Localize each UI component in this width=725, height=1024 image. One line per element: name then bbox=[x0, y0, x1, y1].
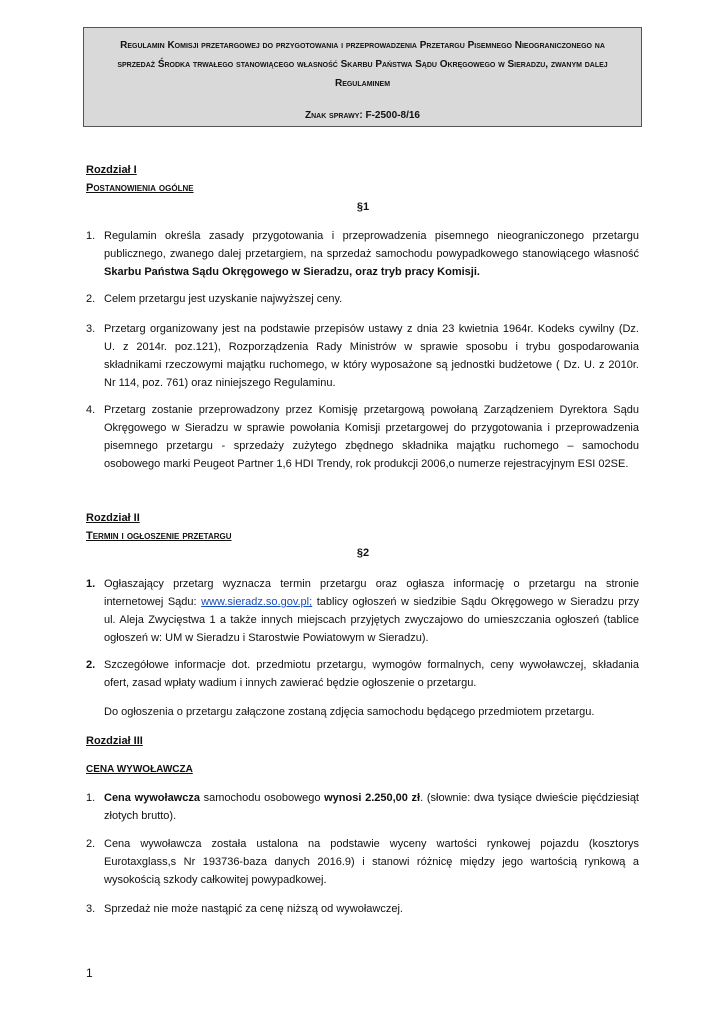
item-text-line: Przetarg organizowany jest na podstawie przepisów ustawy z dnia 23 kwietnia 1964r. Kodeks cywilny (Dz. bbox=[104, 323, 639, 335]
chapter-1-item-3 bbox=[86, 320, 639, 392]
photos-note: Do ogłoszenia o przetargu załączone zostaną zdjęcia samochodu będącego przedmiotem przetargu. bbox=[104, 706, 595, 718]
item-text-line: Ogłaszający przetarg wyznacza termin przetargu oraz ogłasza informację o przetargu na stronie bbox=[104, 578, 639, 590]
chapter-2-item-1 bbox=[86, 575, 639, 647]
item-number: 3. bbox=[86, 323, 96, 335]
item-text-line: Nr 114, poz. 761) oraz niniejszego Regulaminu. bbox=[104, 377, 336, 389]
chapter-3-item-1 bbox=[86, 789, 639, 825]
item-text-fragment: internetowej Sądu: bbox=[104, 596, 202, 608]
item-text-line: Cena wywoławcza została ustalona na podstawie wyceny wartości rynkowej pojazdu (kosztorys bbox=[104, 838, 639, 850]
item-text-line: wysokością szkody całkowitej powypadkowej. bbox=[104, 874, 327, 886]
item-number: 2. bbox=[86, 659, 96, 671]
court-website-link[interactable]: www.sieradz.so.gov.pl; bbox=[201, 596, 313, 608]
item-text-line: U. z 2014r. poz.121), Rozporządzenia Rady Ministrów w sprawie sposobu i trybu gospodarowania bbox=[104, 341, 639, 353]
item-text-line: Przetarg zostanie przeprowadzony przez Komisję przetargową powołaną Zarządzeniem Dyrektora Sądu bbox=[104, 404, 639, 416]
item-text-line bbox=[104, 789, 639, 807]
page-number: 1 bbox=[86, 966, 93, 980]
starting-price-label: Cena wywoławcza bbox=[104, 792, 200, 804]
item-text-line bbox=[104, 593, 639, 611]
chapter-3-item-3 bbox=[86, 900, 639, 918]
item-text-line: osobowego marki Peugeot Partner 1,6 HDI Trendy, rok produkcji 2006,o numerze rejestracyjnym ESI 02SE. bbox=[104, 458, 629, 470]
paragraph-2-mark: §2 bbox=[356, 547, 370, 559]
item-text-line: Regulamin określa zasady przygotowania i przeprowadzenia pisemnego nieograniczonego przetargu bbox=[104, 230, 639, 242]
chapter-3-label: Rozdział III bbox=[86, 735, 143, 747]
item-text-line: Szczegółowe informacje dot. przedmiotu przetargu, wymogów formalnych, ceny wywoławczej, składania bbox=[104, 659, 639, 671]
header-title-line-1: Regulamin Komisji przetargowej do przygotowania i przeprowadzenia Przetargu Pisemnego Nieograniczonego na bbox=[120, 40, 605, 51]
item-number: 3. bbox=[86, 903, 96, 915]
header-title-line-3: Regulaminem bbox=[334, 78, 391, 89]
chapter-1-item-4 bbox=[86, 401, 639, 473]
case-number: Znak sprawy: F-2500-8/16 bbox=[305, 110, 420, 121]
starting-price-value: wynosi 2.250,00 zł bbox=[324, 792, 421, 804]
chapter-3-title bbox=[86, 764, 203, 775]
item-text-line: ogłoszeń w: UM w Sieradzu i Starostwie Powiatowym w Sieradzu). bbox=[104, 632, 429, 644]
chapter-1-title: Postanowienia ogólne bbox=[86, 182, 194, 194]
document-header bbox=[83, 27, 642, 127]
item-text-line: ofert, zasad wpłaty wadium i innych zawierać będzie ogłoszenie o przetargu. bbox=[104, 677, 477, 689]
chapter-2-title: Termin i ogłoszenie przetargu bbox=[86, 530, 232, 542]
chapter-1-label: Rozdział I bbox=[86, 164, 137, 176]
item-text-line: składnikami rzeczowymi majątku ruchomego, w który wyposażone są jednostki budżetowe ( Dz. U. z 2010r. bbox=[104, 359, 639, 371]
chapter-3-title-text: CENA WYWOŁAWCZA bbox=[86, 764, 193, 775]
item-text-line: pisemnego przetargu - sprzedaży zużytego zbędnego składnika majątku ruchomego – samochodu bbox=[104, 440, 639, 452]
item-text-line: publicznego, zwanego dalej przetargiem, na sprzedaż samochodu powypadkowego stanowiącego własność bbox=[104, 248, 639, 260]
item-number: 4. bbox=[86, 404, 96, 416]
header-title-line-2: sprzedaż Środka trwałego stanowiącego własność Skarbu Państwa Sądu Okręgowego w Sieradzu, zwanym dalej bbox=[117, 59, 608, 70]
item-text-line: Sprzedaż nie może nastąpić za cenę niższą od wywoławczej. bbox=[104, 903, 403, 915]
item-text-fragment: tablicy ogłoszeń w siedzibie Sądu Okręgowego w Sieradzu przy bbox=[312, 596, 640, 608]
item-text-line: Celem przetargu jest uzyskanie najwyższej ceny. bbox=[104, 293, 343, 305]
chapter-1-item-1 bbox=[86, 227, 639, 281]
chapter-3-item-2 bbox=[86, 835, 639, 889]
chapter-2-label: Rozdział II bbox=[86, 512, 140, 524]
item-text-line: złotych brutto). bbox=[104, 810, 177, 822]
paragraph-1-mark: §1 bbox=[356, 201, 370, 213]
chapter-1-item-2 bbox=[86, 290, 639, 308]
item-text-line: Okręgowego w Sieradzu w sprawie powołania Komisji przetargowej do przygotowania i przeprowadzenia bbox=[104, 422, 639, 434]
item-number: 1. bbox=[86, 230, 96, 242]
item-number: 1. bbox=[86, 578, 96, 590]
item-text-line: ul. Aleja Zwycięstwa 1 a także innych miejscach przyjętych zwyczajowo do umieszczania ogłoszeń (tablice bbox=[104, 614, 639, 626]
item-number: 2. bbox=[86, 838, 96, 850]
item-text-fragment: samochodu osobowego bbox=[199, 792, 325, 804]
item-text-line: Skarbu Państwa Sądu Okręgowego w Sieradzu, oraz tryb pracy Komisji. bbox=[104, 266, 480, 278]
chapter-2-item-2 bbox=[86, 656, 639, 692]
item-text-line: Eurotaxglass,s Nr 193736-baza danych 2016.9) i stanowi różnicę między jego wartością rynkową a bbox=[104, 856, 639, 868]
item-text-fragment: . (słownie: dwa tysiące dwieście pięćdziesiąt bbox=[420, 792, 639, 804]
item-number: 1. bbox=[86, 792, 96, 804]
item-number: 2. bbox=[86, 293, 96, 305]
